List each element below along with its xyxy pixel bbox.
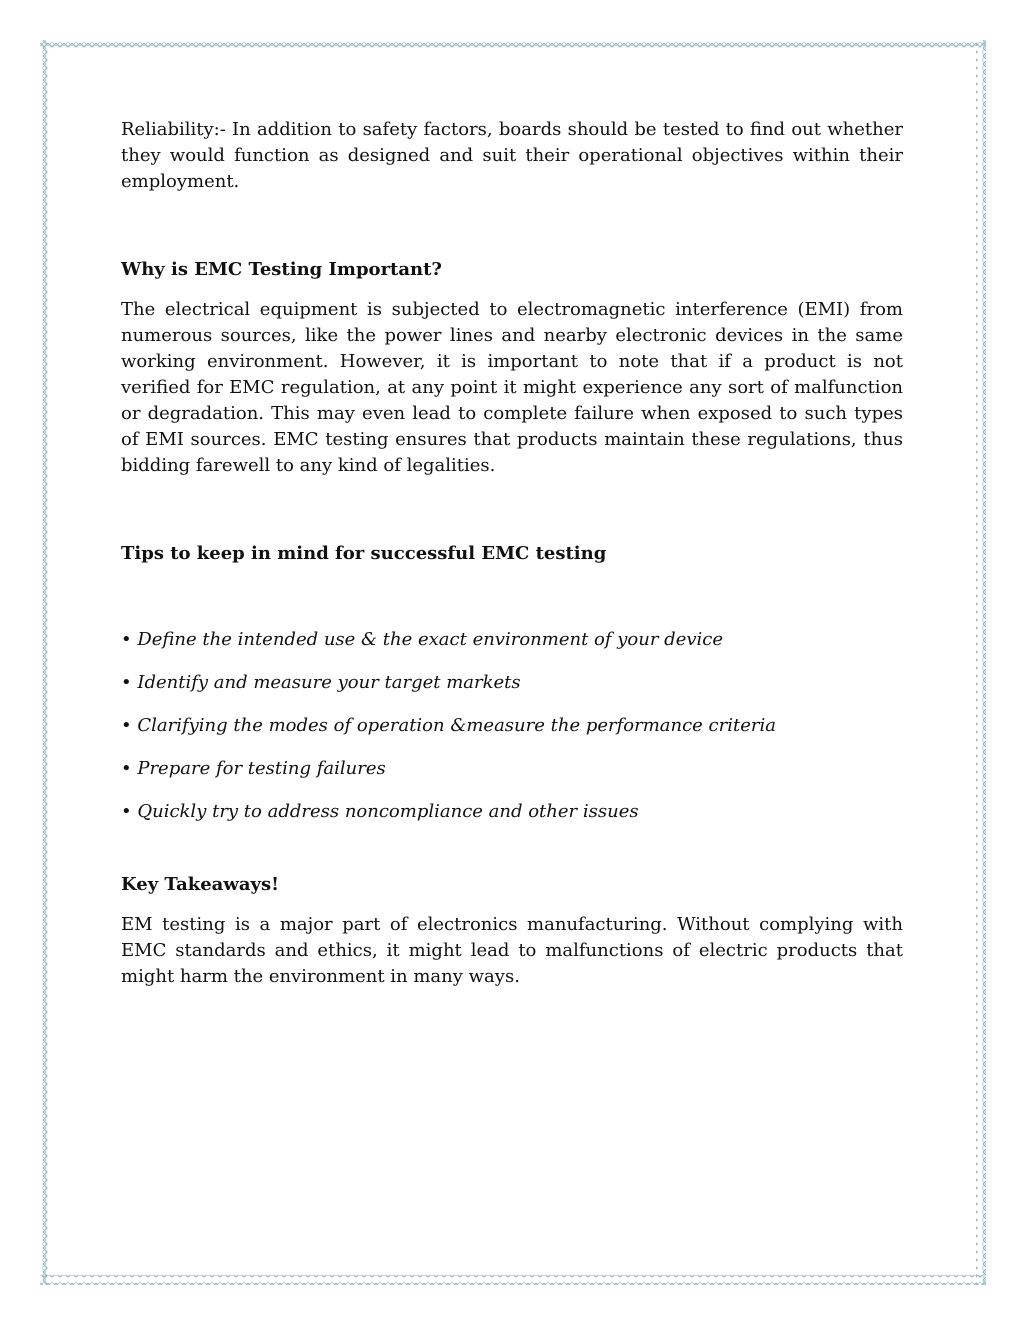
- spacer: [121, 283, 903, 297]
- key-takeaways-heading: Key Takeaways!: [121, 874, 280, 895]
- tip-item: • Define the intended use & the exact environment of your device: [121, 629, 724, 650]
- document-content: [121, 117, 903, 990]
- tip-item: • Clarifying the modes of operation &measure the performance criteria: [121, 715, 776, 736]
- border-bottom: [40, 1275, 986, 1285]
- border-top: [40, 40, 986, 50]
- spacer: [121, 825, 903, 872]
- spacer: [121, 898, 903, 912]
- spacer: [121, 567, 903, 627]
- emc-importance-paragraph: The electrical equipment is subjected to electromagnetic interference (EMI) from numerous sources, like the power lines and nearby electronic devices in the same working environment. However, it is important to note that if a product is not verified for EMC regulation, at any point it might experience any sort of malfunction or degradation. This may even lead to complete failure when exposed to such types of EMI sources. EMC testing ensures that products maintain these regulations, thus bidding farewell to any kind of legalities.: [121, 299, 903, 476]
- spacer: [121, 479, 903, 541]
- reliability-paragraph: Reliability:- In addition to safety factors, boards should be tested to find out whether they would function as designed and suit their operational objectives within their employment.: [121, 119, 903, 192]
- tips-list: [121, 627, 903, 825]
- tips-heading: Tips to keep in mind for successful EMC testing: [121, 543, 607, 564]
- tip-item: • Identify and measure your target markets: [121, 672, 521, 693]
- key-takeaways-paragraph: EM testing is a major part of electronics manufacturing. Without complying with EMC standards and ethics, it might lead to malfunctions of electric products that might harm the environment in many ways.: [121, 914, 903, 987]
- border-left: [40, 40, 50, 1285]
- spacer: [121, 195, 903, 257]
- border-right: [976, 40, 986, 1285]
- tip-item: • Prepare for testing failures: [121, 758, 386, 779]
- emc-importance-heading: Why is EMC Testing Important?: [121, 259, 442, 280]
- tip-item: • Quickly try to address noncompliance and other issues: [121, 801, 639, 822]
